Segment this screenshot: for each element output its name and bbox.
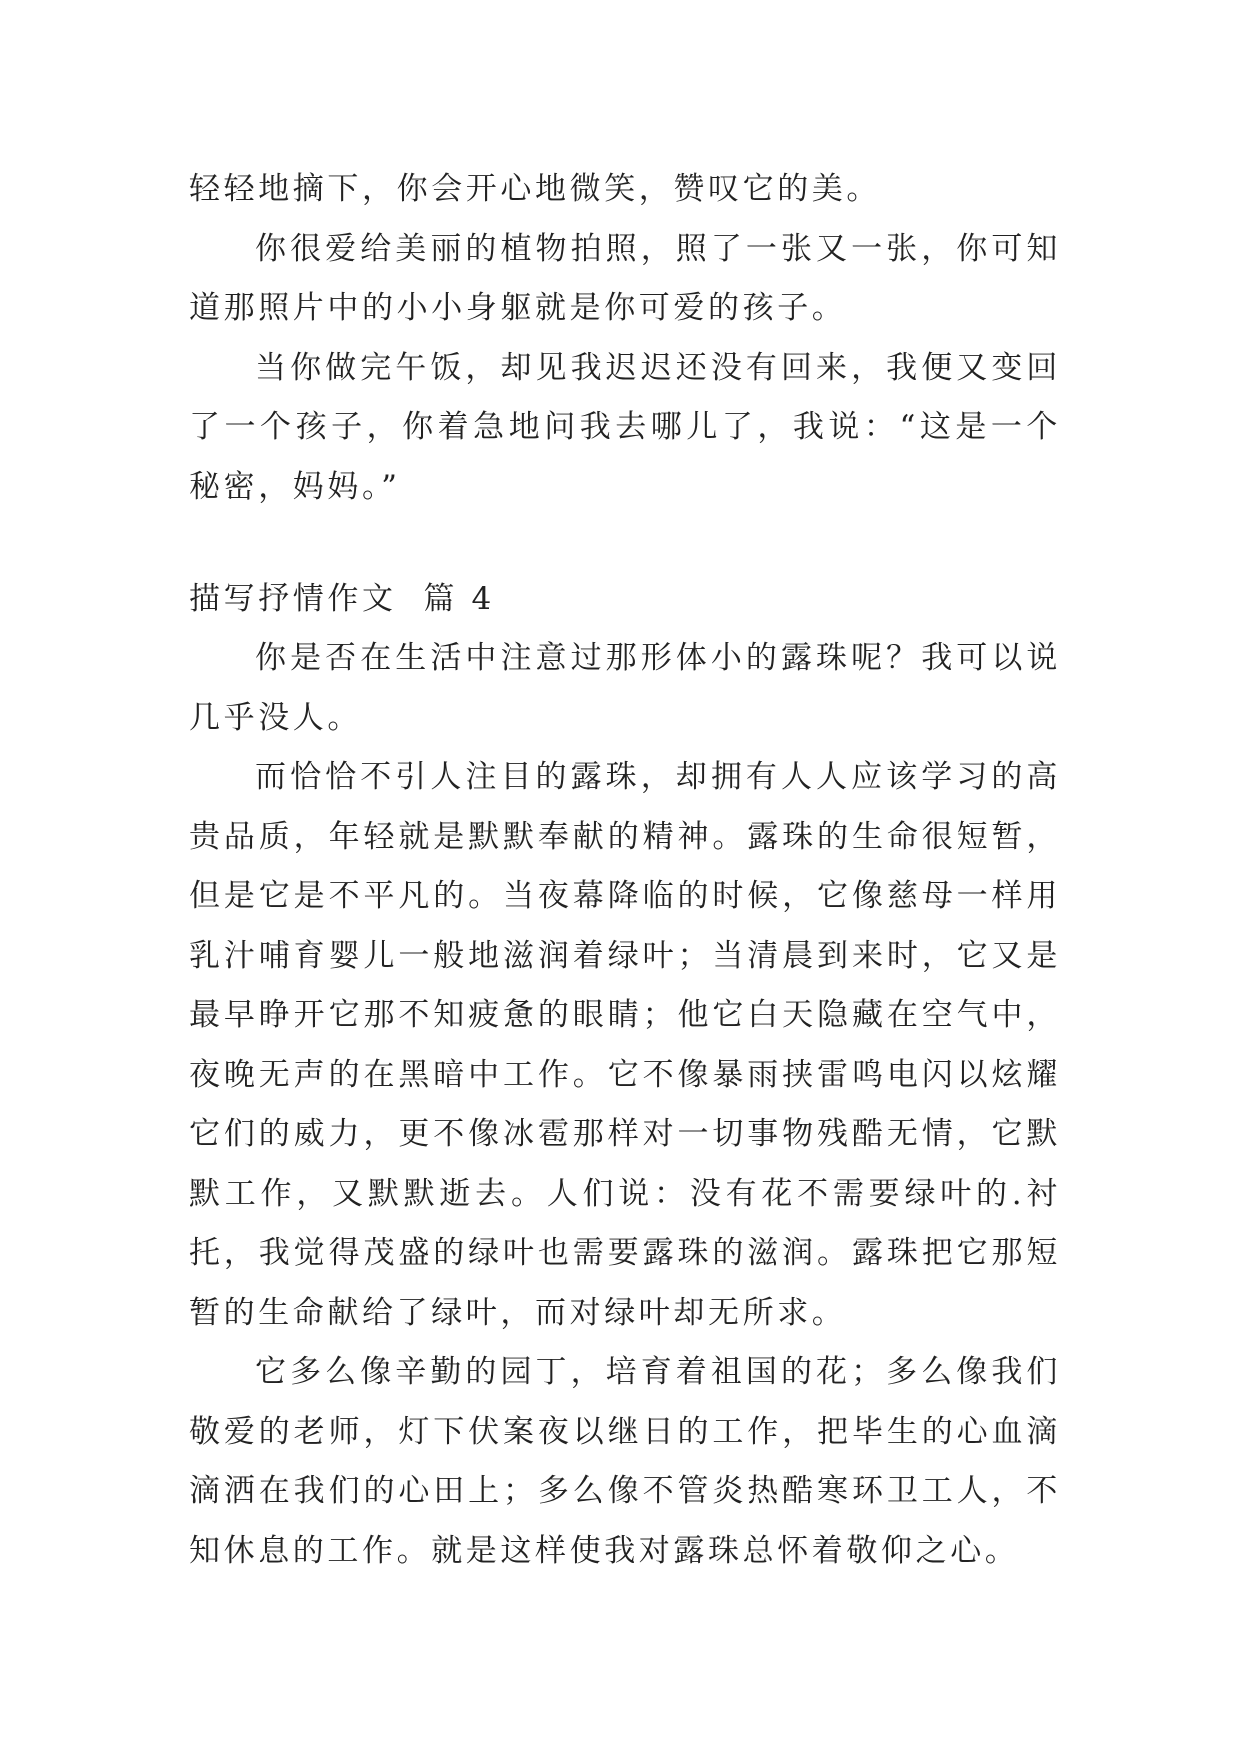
section-continued-text <box>189 160 1061 517</box>
paragraph: 而恰恰不引人注目的露珠，却拥有人人应该学习的高贵品质，年轻就是默默奉献的精神。露珠的生命很短暂，但是它是不平凡的。当夜幕降临的时候，它像慈母一样用乳汁哺育婴儿一般地滋润着绿叶；当清晨到来时，它又是最早睁开它那不知疲惫的眼睛；他它白天隐藏在空气中，夜晚无声的在黑暗中工作。它不像暴雨挟雷鸣电闪以炫耀它们的威力，更不像冰雹那样对一切事物残酷无情，它默默工作，又默默逝去。人们说：没有花不需要绿叶的.衬托，我觉得茂盛的绿叶也需要露珠的滋润。露珠把它那短暂的生命献给了绿叶，而对绿叶却无所求。 <box>189 759 1061 1331</box>
essay-body <box>189 629 1061 1581</box>
paragraph: 它多么像辛勤的园丁，培育着祖国的花；多么像我们敬爱的老师，灯下伏案夜以继日的工作，把毕生的心血滴滴洒在我们的心田上；多么像不管炎热酷寒环卫工人，不知休息的工作。就是这样使我对露珠总怀着敬仰之心。 <box>189 1354 1061 1569</box>
paragraph: 当你做完午饭，却见我迟迟还没有回来，我便又变回了一个孩子，你着急地问我去哪儿了，我说：“这是一个秘密，妈妈。” <box>189 349 1061 505</box>
essay-heading: 描写抒情作文 篇 4 <box>189 581 495 617</box>
paragraph: 你很爱给美丽的植物拍照，照了一张又一张，你可知道那照片中的小小身躯就是你可爱的孩子。 <box>189 230 1061 326</box>
paragraph: 轻轻地摘下，你会开心地微笑，赞叹它的美。 <box>189 171 881 207</box>
paragraph: 你是否在生活中注意过那形体小的露珠呢？我可以说几乎没人。 <box>189 640 1061 736</box>
